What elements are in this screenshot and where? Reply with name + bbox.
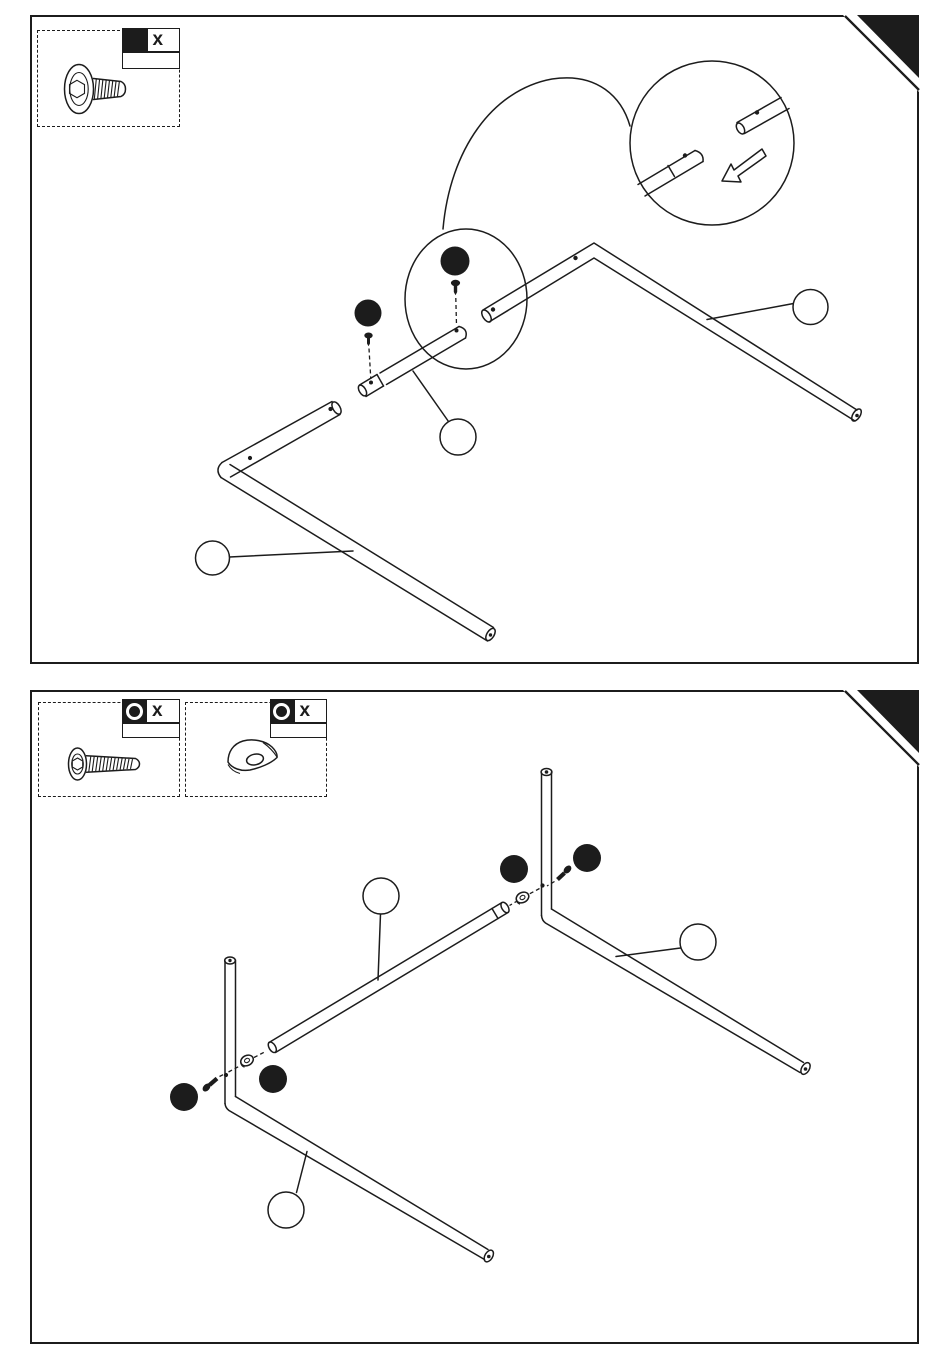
hardware-qty-blank-cell bbox=[270, 723, 328, 738]
hardware-qty-label: x bbox=[146, 699, 180, 723]
hardware-qty-label: x bbox=[147, 28, 181, 52]
hardware-bullet-square bbox=[122, 28, 147, 52]
hardware-qty-label: x bbox=[294, 699, 328, 723]
hardware-bullet-circle bbox=[122, 699, 146, 723]
hardware-qty-blank-cell bbox=[122, 52, 181, 69]
white-ring-icon bbox=[126, 703, 143, 720]
white-ring-icon bbox=[273, 703, 290, 720]
hardware-qty-blank-cell bbox=[122, 723, 180, 738]
hardware-bullet-circle bbox=[270, 699, 294, 723]
